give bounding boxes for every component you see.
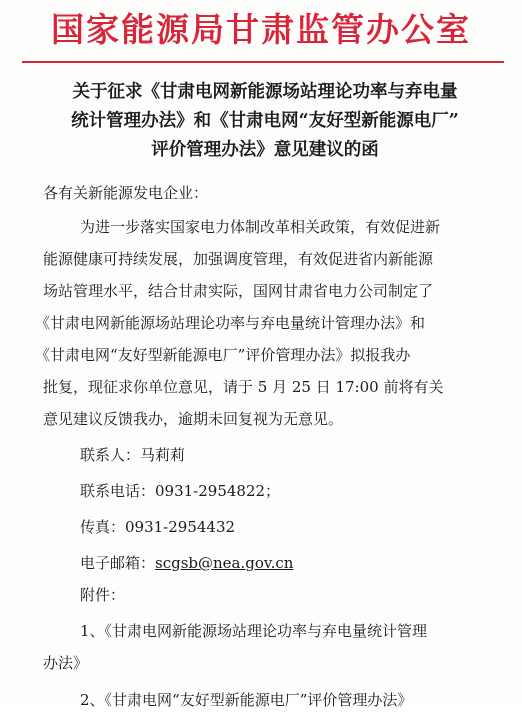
paragraph-line: 为进一步落实国家电力体制改革相关政策，有效促进新 (80, 218, 441, 236)
salutation: 各有关新能源发电企业： (43, 184, 209, 202)
masthead: 国家能源局甘肃监管办公室 (51, 10, 471, 49)
paragraph-line: 意见建议反馈我办，逾期未回复视为无意见。 (43, 410, 344, 428)
attachment-item-continued: 办法》 (43, 654, 89, 672)
title-line: 关于征求《甘肃电网新能源场站理论功率与弃电量 (72, 82, 458, 102)
paragraph-line: 《甘肃电网“友好型新能源电厂”评价管理办法》拟报我办 (35, 346, 411, 364)
contact-phone: 联系电话：0931-2954822； (80, 482, 281, 500)
contact-fax: 传真：0931-2954432 (80, 518, 236, 536)
attachment-item: 2、《甘肃电网“友好型新能源电厂”评价管理办法》 (80, 691, 413, 709)
attachments-label: 附件： (80, 586, 126, 604)
masthead-rule (22, 61, 504, 63)
email-link[interactable]: scgsb@nea.gov.cn (155, 554, 294, 572)
email-label: 电子邮箱： (80, 554, 156, 572)
title-line: 评价管理办法》意见建议的函 (151, 140, 379, 160)
document-title (40, 78, 490, 165)
contact-person: 联系人：马莉莉 (80, 446, 186, 464)
paragraph-line: 批复，现征求你单位意见，请于 5 月 25 日 17:00 前将有关 (43, 378, 444, 396)
paragraph-line: 场站管理水平，结合甘肃实际，国网甘肃省电力公司制定了 (43, 282, 434, 300)
paragraph-line: 能源健康可持续发展，加强调度管理，有效促进省内新能源 (43, 250, 434, 268)
paragraph-line: 《甘肃电网新能源场站理论功率与弃电量统计管理办法》和 (35, 314, 426, 332)
title-line: 统计管理办法》和《甘肃电网“友好型新能源电厂” (71, 111, 459, 131)
contact-email (80, 547, 293, 579)
attachment-item: 1、《甘肃电网新能源场站理论功率与弃电量统计管理 (80, 622, 428, 640)
